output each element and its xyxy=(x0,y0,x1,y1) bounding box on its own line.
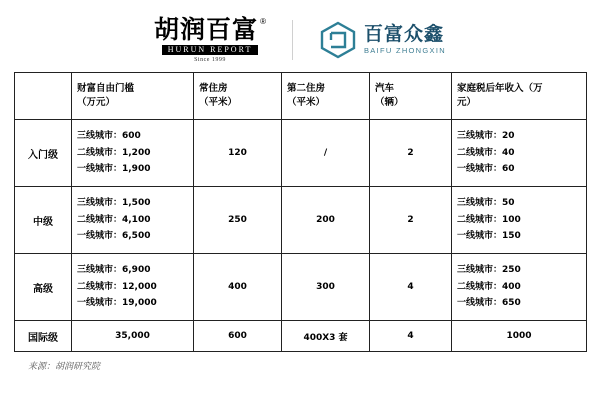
income-cell-mid xyxy=(452,187,587,254)
table-header-wealth-line2: （万元） xyxy=(77,97,116,108)
baifu-logo-english: BAIFU ZHONGXIN xyxy=(363,46,446,56)
second-home-cell-high: 300 xyxy=(282,254,370,321)
income-cell-high xyxy=(452,254,587,321)
table-row xyxy=(15,120,587,187)
tier-label-international: 国际级 xyxy=(15,321,72,352)
wealth-mid-tier2: 二线城市：4,100 xyxy=(77,214,151,225)
wealth-mid-tier1: 一线城市：6,500 xyxy=(77,231,151,242)
income-entry-tier3: 三线城市：20 xyxy=(457,131,515,142)
tier-label-entry: 入门级 xyxy=(15,120,72,187)
cars-cell-high: 4 xyxy=(370,254,452,321)
registered-trademark-icon: ® xyxy=(260,17,266,26)
table-header-home xyxy=(194,73,282,120)
income-mid-tier1: 一线城市：150 xyxy=(457,231,521,242)
table-header-cars-line1: 汽车 xyxy=(375,83,395,95)
income-high-tier2: 二线城市：400 xyxy=(457,281,521,292)
income-high-tier3: 三线城市：250 xyxy=(457,265,521,276)
table-header-second-home xyxy=(282,73,370,120)
wealth-threshold-table xyxy=(14,72,587,352)
baifu-logo-text xyxy=(364,24,446,55)
home-cell-high: 400 xyxy=(194,254,282,321)
table-header-income xyxy=(452,73,587,120)
table-row xyxy=(15,254,587,321)
table-header-home-line2: （平米） xyxy=(199,97,238,108)
wealth-table-container xyxy=(0,72,600,372)
table-header-wealth-line1: 财富自由门槛 xyxy=(77,83,135,95)
cars-cell-international: 4 xyxy=(370,321,452,352)
table-header-wealth xyxy=(72,73,194,120)
hurun-logo-chinese: 胡润百富 xyxy=(154,15,259,44)
wealth-entry-tier2: 二线城市：1,200 xyxy=(77,147,151,158)
home-cell-mid: 250 xyxy=(194,187,282,254)
table-header-home-line1: 常住房 xyxy=(199,83,228,95)
hurun-logo xyxy=(154,17,266,63)
home-cell-entry: 120 xyxy=(194,120,282,187)
table-header-cars xyxy=(370,73,452,120)
income-high-tier1: 一线城市：650 xyxy=(457,298,521,309)
table-header-row xyxy=(15,73,587,120)
income-cell-international: 1000 xyxy=(452,321,587,352)
wealth-high-tier2: 二线城市：12,000 xyxy=(77,281,157,292)
wealth-entry-tier1: 一线城市：1,900 xyxy=(77,164,151,175)
income-cell-entry xyxy=(452,120,587,187)
income-mid-tier3: 三线城市：50 xyxy=(457,198,515,209)
table-body xyxy=(15,120,587,352)
wealth-mid-tier3: 三线城市：1,500 xyxy=(77,198,151,209)
hexagon-cube-icon xyxy=(319,21,357,59)
cars-cell-mid: 2 xyxy=(370,187,452,254)
table-header-second-home-line1: 第二住房 xyxy=(287,83,326,95)
wealth-cell-high xyxy=(72,254,194,321)
wealth-high-tier1: 一线城市：19,000 xyxy=(77,298,157,309)
home-cell-international: 600 xyxy=(194,321,282,352)
second-home-cell-entry: / xyxy=(282,120,370,187)
logo-header xyxy=(0,0,600,72)
wealth-high-tier3: 三线城市：6,900 xyxy=(77,265,151,276)
table-header-corner xyxy=(15,73,72,120)
baifu-logo-chinese: 百富众鑫 xyxy=(363,23,444,46)
table-row xyxy=(15,187,587,254)
table-header-income-line1: 家庭税后年收入（万 xyxy=(457,83,543,95)
income-entry-tier1: 一线城市：60 xyxy=(457,164,515,175)
hurun-logo-since: Since 1999 xyxy=(194,57,226,63)
second-home-cell-international: 400X3 套 xyxy=(282,321,370,352)
second-home-cell-mid: 200 xyxy=(282,187,370,254)
table-header-cars-line2: （辆） xyxy=(375,97,404,108)
hurun-logo-english: HURUN REPORT xyxy=(162,45,259,55)
wealth-entry-tier3: 三线城市：600 xyxy=(77,131,141,142)
wealth-cell-entry xyxy=(72,120,194,187)
logo-divider xyxy=(292,20,293,60)
table-header xyxy=(15,73,587,120)
income-mid-tier2: 二线城市：100 xyxy=(457,214,521,225)
cars-cell-entry: 2 xyxy=(370,120,452,187)
hurun-logo-wordmark xyxy=(154,17,266,42)
table-header-income-line2: 元） xyxy=(457,97,477,108)
wealth-cell-mid xyxy=(72,187,194,254)
source-note: 来源：胡润研究院 xyxy=(28,362,101,372)
baifu-logo xyxy=(319,21,446,59)
income-entry-tier2: 二线城市：40 xyxy=(457,147,515,158)
tier-label-high: 高级 xyxy=(15,254,72,321)
wealth-cell-international: 35,000 xyxy=(72,321,194,352)
tier-label-mid: 中级 xyxy=(15,187,72,254)
table-row xyxy=(15,321,587,352)
table-header-second-home-line2: （平米） xyxy=(287,97,326,108)
